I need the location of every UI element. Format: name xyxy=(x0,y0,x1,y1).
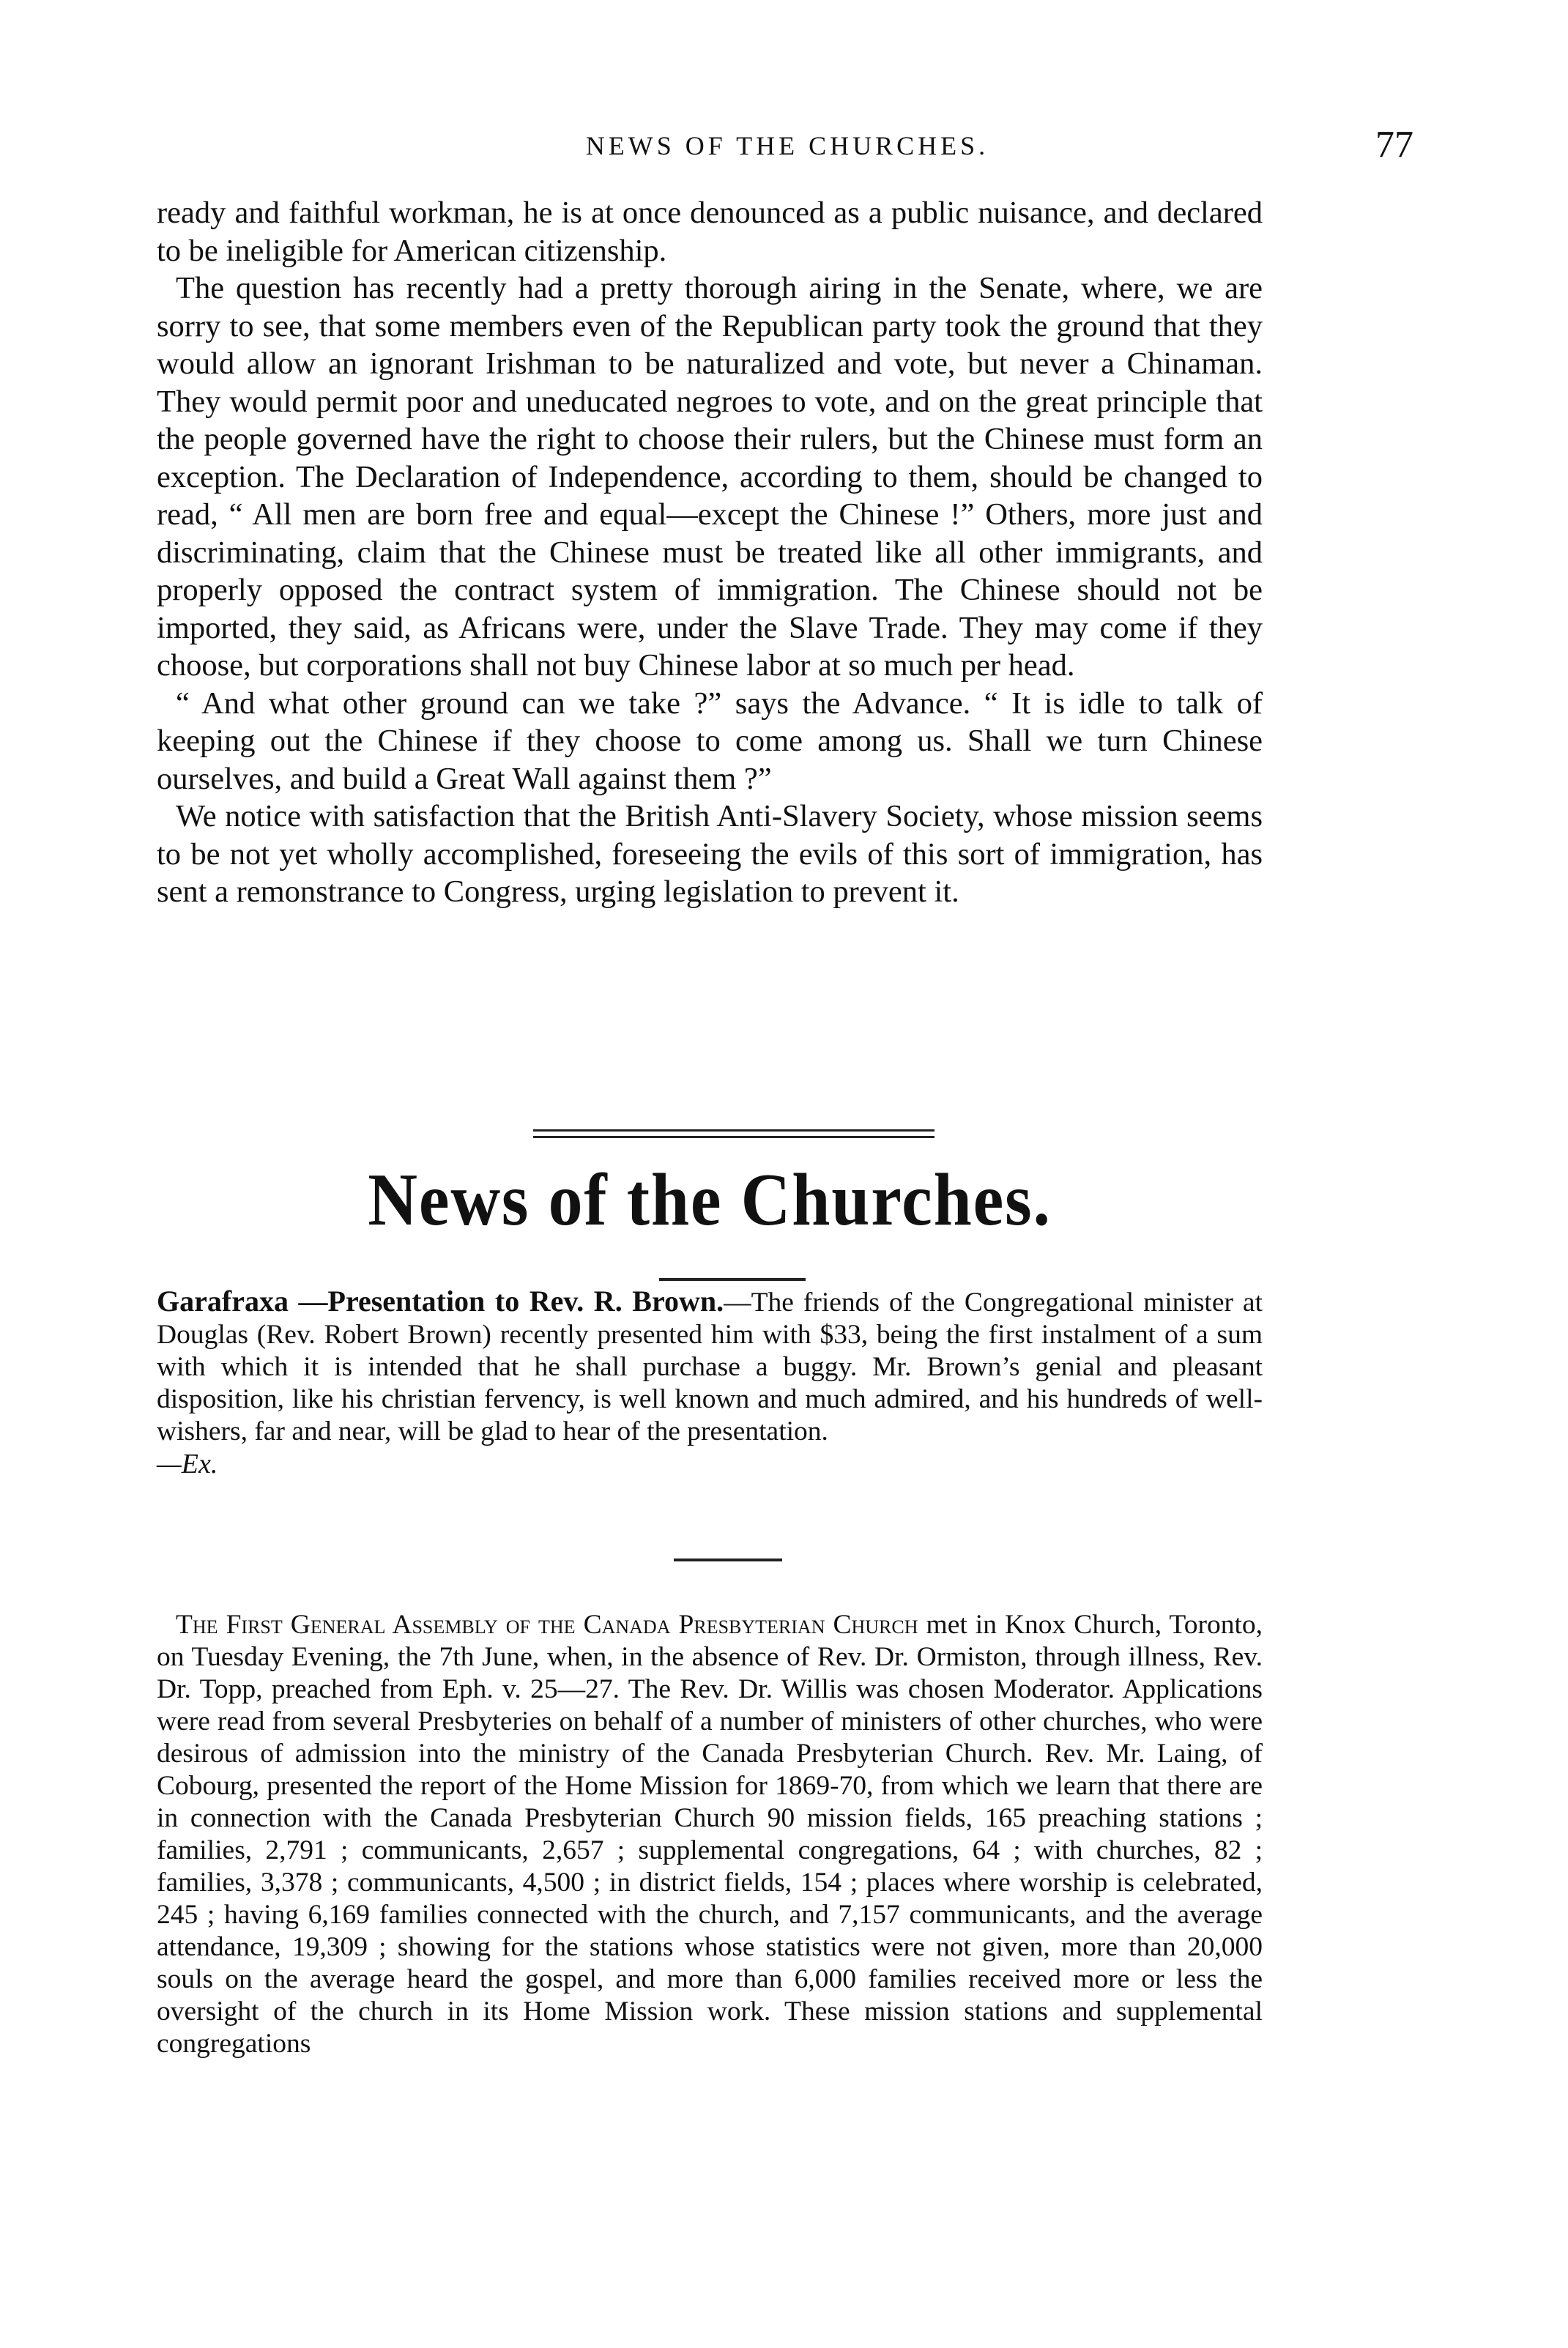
section-title: News of the Churches. xyxy=(368,1159,1052,1241)
news-item-garafraxa xyxy=(157,1285,1263,1480)
title-rule xyxy=(659,1278,806,1281)
page-number: 77 xyxy=(1375,124,1413,166)
page-header xyxy=(161,123,1413,174)
news-body: —The friends of the Congregational minister at Douglas (Rev. Robert Brown) recently presented him with $33, being the first instalment of a sum with which it is intended that he shall purchase a buggy. Mr. Brown’s genial and pleasant disposition, like his christian fervency, is well known and much admired, and his hundreds of well-wishers, far and near, will be glad to hear of the presentation. xyxy=(157,1288,1263,1446)
item-divider xyxy=(674,1558,782,1561)
immigration-article xyxy=(157,194,1263,911)
news-paragraph xyxy=(157,1285,1263,1480)
paragraph: We notice with satisfaction that the British Anti-Slavery Society, whose mission seems to be not yet wholly accomplished, foreseeing the evils of this sort of immigration, has sent a remonstrance to Congress, urging legislation to prevent it. xyxy=(157,799,1263,909)
assembly-paragraph xyxy=(157,1609,1263,2060)
assembly-body: met in Knox Church, Toronto, on Tuesday Evening, the 7th June, when, in the absence of Rev. Dr. Ormiston, through illness, Rev. Dr. Topp, preached from Eph. v. 25—27. The Rev. Dr. Willis was chosen Moderator. Applications were read from several Presbyteries on behalf of a number of ministers of other churches, who were desirous of admission into the ministry of the Canada Presbyterian Church. Rev. Mr. Laing, of Cobourg, presented the report of the Home Mission for 1869-70, from which we learn that there are in connection with the Canada Presbyterian Church 90 mission fields, 165 preaching stations ; families, 2,791 ; communicants, 2,657 ; supplemental congregations, 64 ; with churches, 82 ; families, 3,378 ; communicants, 4,500 ; in district fields, 154 ; places where worship is celebrated, 245 ; having 6,169 families connected with the church, and 7,157 communicants, and the average attendance, 19,309 ; showing for the stations whose statistics were not given, more than 20,000 souls on the average heard the gospel, and more than 6,000 families received more or less the oversight of the church in its Home Mission work. These mission stations and supplemental congregations xyxy=(157,1610,1263,2059)
news-lead: Garafraxa —Presentation to Rev. R. Brown. xyxy=(157,1285,724,1318)
paragraph: “ And what other ground can we take ?” says the Advance. “ It is idle to talk of keeping out the Chinese if they choose to come among us. Shall we turn Chinese ourselves, and build a Great Wall against them ?” xyxy=(157,686,1263,796)
section-divider xyxy=(533,1129,935,1138)
news-source: —Ex. xyxy=(157,1449,218,1479)
running-head: NEWS OF THE CHURCHES. xyxy=(585,131,989,160)
news-item-assembly xyxy=(157,1609,1263,2060)
assembly-lead: The First General Assembly of the Canada Presbyterian Church xyxy=(176,1610,918,1640)
paragraph: ready and faithful workman, he is at once denounced as a public nuisance, and declared to be ineligible for American citizenship. xyxy=(157,196,1263,268)
paragraph: The question has recently had a pretty thorough airing in the Senate, where, we are sorry to see, that some members even of the Republican party took the ground that they would allow an ignorant Irishman to be naturalized and vote, but never a Chinaman. They would permit poor and uneducated negroes to vote, and on the great principle that the people governed have the right to choose their rulers, but the Chinese must form an exception. The Declaration of Independence, according to them, should be changed to read, “ All men are born free and equal—except the Chinese !” Others, more just and discriminating, claim that the Chinese must be treated like all other immigrants, and properly opposed the contract system of immigration. The Chinese should not be imported, they said, as Africans were, under the Slave Trade. They may come if they choose, but corporations shall not buy Chinese labor at so much per head. xyxy=(157,271,1263,683)
